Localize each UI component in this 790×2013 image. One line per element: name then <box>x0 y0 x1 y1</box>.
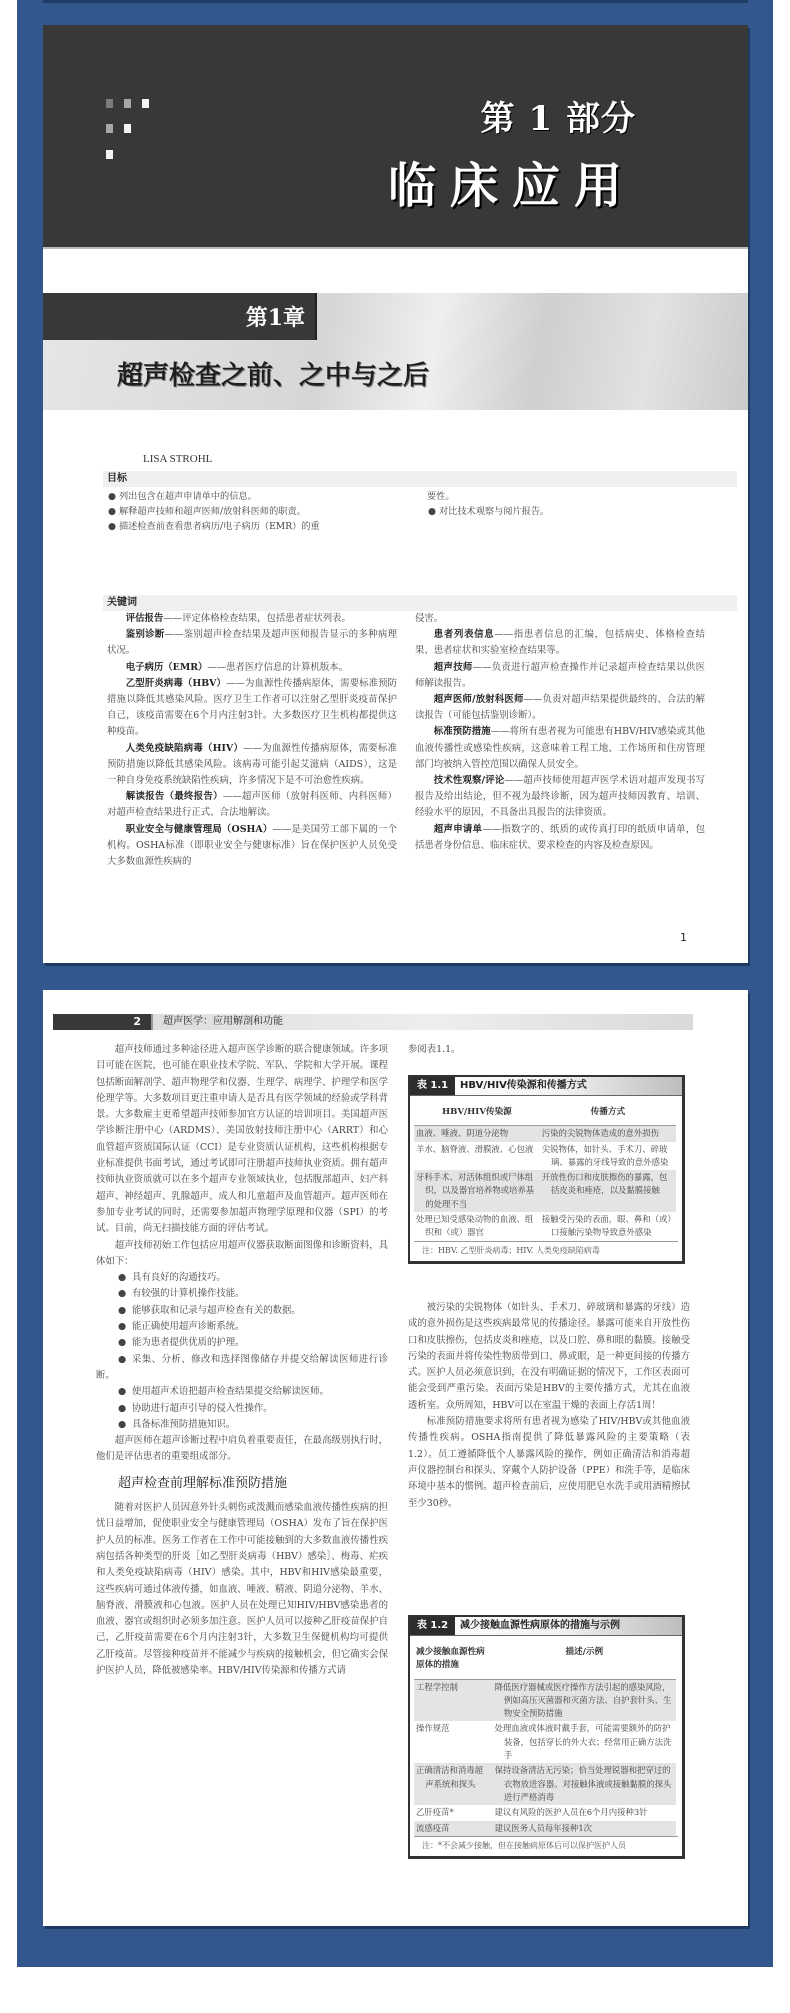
bullet-icon: ● <box>118 1386 127 1398</box>
list-item: ● 能够获取和记录与超声检查有关的数据。 <box>96 1303 388 1319</box>
part-title: 临床应用 <box>387 158 636 214</box>
bullet-icon: ● <box>428 506 437 517</box>
list-item: ● 协助进行超声引导的侵入性操作。 <box>96 1401 388 1417</box>
duties-list <box>96 1270 388 1433</box>
list-item: ● 具有良好的沟通技巧。 <box>96 1270 388 1286</box>
chapter-title: 超声检查之前、之中与之后 <box>117 361 430 391</box>
part-number: 第 1 部分 <box>480 99 636 139</box>
list-item: ● 有较强的计算机操作技能。 <box>96 1286 388 1302</box>
left-column <box>96 1042 388 1679</box>
table-row: 流感疫苗 建议医务人员每年接种1次 <box>414 1821 676 1836</box>
bullet-icon: ● <box>108 506 117 517</box>
table-caption <box>410 1077 682 1096</box>
keywords-heading: 关键词 <box>103 595 737 611</box>
keyword-entry: 电子病历（EMR）——患者医疗信息的计算机版本。 <box>125 661 349 673</box>
bullet-icon: ● <box>118 1353 127 1365</box>
column-header: 传播方式 <box>540 1104 676 1126</box>
column-header: HBV/HIV传染源 <box>414 1104 540 1126</box>
list-item: ● 采集、分析、修改和选择图像储存并提交给解读医师进行诊断。 <box>96 1353 388 1381</box>
decor-square-icon <box>106 150 113 159</box>
objective-item: ● 对比技术观察与阅片报告。 <box>428 506 550 517</box>
keyword-entry: 标准预防措施——将所有患者视为可能患有HBV/HIV感染或其他血液传播性或感染性疾病，这意味着工程工地、工作场所和住房管理部门均被纳入管控范围以确保人员安全。 <box>415 726 705 770</box>
keyword-entry: 人类免疫缺陷病毒（HIV）——为血源性传播病原体，需要标准预防措施以降低其感染风险。该病毒可能引起艾滋病（AIDS），这是一种自身免疫系统缺陷性疾病，许多情况下是不可治愈性疾病。 <box>107 742 397 787</box>
objective-item: ● 解释超声技师和超声医师/放射科医师的职责。 <box>108 506 306 517</box>
objectives-list-left <box>107 489 407 534</box>
keywords-left-column <box>107 611 397 870</box>
author: LISA STROHL <box>143 453 213 465</box>
paragraph: 标准预防措施要求将所有患者视为感染了HIV/HBV或其他血液传播性疾病。OSHA指南提供了降低暴露风险的主要策略（表1.2）。员工遵循降低个人暴露风险的操作，例如正确清洁和消毒超声仪器控制台和探头、穿戴个人防护设备（PPE）和洗手等，是临床环境中基本的惯例。超声检查前后，应使用肥皂水洗手或用酒精擦拭至少30秒。 <box>408 1416 690 1509</box>
keyword-entry: 超声技师——负责进行超声检查操作并记录超声检查结果以供医师解读报告。 <box>415 661 705 689</box>
table-note: 注：*不会减少接触，但在接触病原体后可以保护医护人员 <box>414 1836 678 1856</box>
list-item: ● 能为患者提供优质的护理。 <box>96 1335 388 1351</box>
table-header-row <box>414 1104 676 1126</box>
table-1-1 <box>408 1075 685 1264</box>
paragraph: 随着对医护人员因意外针头刺伤或泼溅而感染血液传播性疾病的担忧日益增加，促使职业安全与健康管理局（OSHA）发布了旨在保护医护人员的标准。医务工作者在工作中可能接触到的大多数血液传播性疾病包括各种类型的肝炎［如乙型肝炎病毒（HBV）感染］、梅毒、疟疾和人类免疫缺陷病毒（HIV）感染。其中，HBV和HIV感染最重要，这些疾病可通过体液传播，如血液、唾液、精液、阴道分泌物、羊水、脑脊液、滑膜液和心包液。医护人员在处理已知HIV/HBV感染患者的血液、器官或组织时必须多加注意。医护人员可以接种乙肝疫苗保护自己，乙肝疫苗需要在6个月内注射3针，大多数卫生保健机构均可提供乙肝疫苗。尽管接种疫苗并不能减少与疾病的接触机会，但它确实会保护医护人员，降低被感染率。HBV/HIV传染源和传播方式请 <box>96 1502 388 1676</box>
table-body <box>414 1104 676 1241</box>
table-row: 乙肝疫苗* 建议有风险的医护人员在6个月内接种3针 <box>416 1807 648 1818</box>
page-1 <box>43 25 748 963</box>
part-header-band <box>43 25 748 249</box>
table-row: 正确清洁和消毒超声系统和探头 保持设备清洁无污染；恰当处理锐器和把穿过的衣物放进容器。对接触体液或接触黏膜的探头进行严格消毒 <box>414 1763 676 1805</box>
decor-square-icon <box>124 124 131 133</box>
paragraph: 超声技师初始工作包括应用超声仪器获取断面图像和诊断资料，具体如下： <box>96 1239 388 1267</box>
table-row: 处理已知受感染动物的血液、组织和（或）器官 接触受污染的表面，眼、鼻和（或）口接触污染物导致意外感染 <box>416 1214 672 1238</box>
table-row: 操作规范 处理血液或体液时戴手套，可能需要额外的防护装备，包括穿长的外大衣；经常用正确方法洗手 <box>416 1723 672 1761</box>
decor-square-icon <box>106 124 113 133</box>
bullet-icon: ● <box>118 1337 127 1349</box>
column-header: 减少接触血源性病原体的措施 <box>414 1644 493 1679</box>
table-caption <box>410 1617 682 1636</box>
objectives-list-right <box>427 489 727 519</box>
paragraph-continuation: 参阅表1.1。 <box>408 1044 461 1055</box>
column-header: 描述/示例 <box>493 1644 676 1679</box>
paragraph: 被污染的尖锐物体（如针头、手术刀、碎玻璃和暴露的牙线）造成的意外损伤是这些疾病最常见的传播途径。暴露可能来自开放性伤口和皮肤擦伤，包括皮炎和痤疮，以及口腔、鼻和眼的黏膜。接触受污染的表面并将传染性物质带到口、鼻或眼，是一种更间接的传播方式。医护人员必须意识到，在没有明确证据的情况下，工作区表面可能会受到严重污染。表面污染是HBV的主要传播方式，尤其在血液透析室。众所周知，HBV可以在室温干燥的表面上存活1周！ <box>408 1302 690 1411</box>
bullet-icon: ● <box>118 1288 127 1300</box>
keyword-entry: 技术性观察/评论——超声技师使用超声医学术语对超声发现书写报告及给出结论，但不视为最终诊断，因为超声技师因教育、培训、经验水平的原因，不具备出具报告的法律资质。 <box>415 775 705 819</box>
table-note: 注：HBV. 乙型肝炎病毒；HIV. 人类免疫缺陷病毒 <box>414 1241 678 1261</box>
keyword-entry: 解读报告（最终报告）——超声医师（放射科医师、内科医师）对超声检查结果进行正式、合法地解读。 <box>107 791 397 819</box>
table-body <box>414 1644 676 1836</box>
right-column-top <box>408 1042 690 1058</box>
keyword-entry: 超声医师/放射科医师——负责对超声结果提供最终的、合法的解读报告（可能包括鉴别诊断）。 <box>415 694 705 722</box>
paragraph: 超声技师通过多种途径进入超声医学诊断的联合健康领域。许多项目可能在医院，也可能在职业技术学院、军队、学院和大学开展。课程包括断面解剖学、超声物理学和仪器、生理学、病理学、护理学和医学伦理学等。大多数项目更注重申请人是否具有医学领域的经验或学科背景。大多数雇主更希望超声技师参加官方认证的培训项目。美国超声医学诊断注册中心（ARDMS）、美国放射技师注册中心（ARRT）和心血管超声资质国际认证（CCI）是专业资质认证机构，这些机构根据专业标准提供书面考试，通过考试即可注册超声技师执业资质。拥有超声技师执业资质就可以在多个超声专业领域执业，包括腹部超声、妇产科超声、神经超声、乳腺超声、成人和儿童超声及血管超声。超声医师在参加专业考试的同时，还需要参加超声物理学原理和仪器（SPI）的考试。目前，尚无扫描技能方面的评估考试。 <box>96 1044 388 1235</box>
running-title: 超声医学：应用解剖和功能 <box>163 1016 283 1027</box>
keyword-entry: 评估报告——评定体格检查结果，包括患者症状列表。 <box>125 613 351 624</box>
bullet-icon: ● <box>118 1402 127 1414</box>
chapter-number-box <box>43 293 317 340</box>
table-1-2 <box>408 1615 685 1859</box>
bullet-icon: ● <box>108 491 117 502</box>
chapter-number: 第1章 <box>245 305 305 331</box>
list-item: ● 能正确使用超声诊断系统。 <box>96 1319 388 1335</box>
previous-page-edge <box>43 0 748 3</box>
page-number: 1 <box>680 931 687 944</box>
table-label: 表 1.1 <box>410 1077 455 1095</box>
objective-continuation: 要性。 <box>427 491 455 502</box>
objectives-heading: 目标 <box>103 471 737 487</box>
objective-item: ● 描述检查前查看患者病历/电子病历（EMR）的重 <box>108 521 320 532</box>
decor-square-icon <box>124 99 131 108</box>
table-row: 羊水、脑脊液、滑膜液、心包液 尖锐物体，如针头、手术刀、碎玻璃、暴露的牙线导致的意外感染 <box>416 1143 669 1167</box>
paragraph: 超声医师在超声诊断过程中肩负着重要责任，在最高级别执行时，他们是评估患者的重要组成部分。 <box>96 1435 388 1463</box>
keywords-right-column <box>415 611 705 854</box>
keyword-entry: 鉴别诊断——鉴别超声检查结果及超声医师报告显示的多种病理状况。 <box>107 629 397 657</box>
decor-square-icon <box>142 99 149 108</box>
keyword-entry: 患者列表信息——指患者信息的汇编，包括病史、体格检查结果、患者症状和实验室检查结果等。 <box>415 629 705 657</box>
keyword-entry: 超声申请单——指数字的、纸质的或传真打印的纸质申请单，包括患者身份信息、临床症状、要求检查的内容及检查原因。 <box>415 823 705 851</box>
bullet-icon: ● <box>108 521 117 532</box>
section-heading: 超声检查前理解标准预防措施 <box>118 1475 288 1491</box>
table-row: 牙科手术、对活体组织或尸体组织，以及器官培养物或培养基的处理不当 开放性伤口和皮肤擦伤的暴露，包括皮炎和痤疮，以及黏膜接触 <box>414 1170 676 1212</box>
right-column-middle <box>408 1300 690 1512</box>
decor-square-icon <box>106 99 113 108</box>
list-item: ● 具备标准预防措施知识。 <box>96 1417 388 1433</box>
keyword-continuation: 侵害。 <box>415 613 444 624</box>
page-2 <box>43 990 748 1926</box>
list-item: ● 使用超声术语把超声检查结果提交给解读医师。 <box>96 1384 388 1400</box>
bullet-icon: ● <box>118 1321 127 1333</box>
table-row: 工程学控制 降低医疗器械或医疗操作方法引起的感染风险，例如高压灭菌器和灭菌方法、自护套针头、生物安全预防措施 <box>414 1679 676 1721</box>
keyword-entry: 乙型肝炎病毒（HBV）——为血源性传播病原体，需要标准预防措施以降低其感染风险。医疗卫生工作者可以注射乙型肝炎疫苗保护自己，该疫苗需要在6个月内注射3针。大多数医疗卫生机构都提供这种疫苗。 <box>107 677 397 738</box>
bullet-icon: ● <box>118 1272 127 1284</box>
chapter-header-band <box>43 293 748 410</box>
bullet-icon: ● <box>118 1418 127 1430</box>
table-label: 表 1.2 <box>410 1617 455 1635</box>
bullet-icon: ● <box>118 1304 127 1316</box>
objective-item: ● 列出包含在超声申请单中的信息。 <box>108 491 257 502</box>
table-row: 血液、唾液、阴道分泌物 污染的尖锐物体造成的意外损伤 <box>414 1126 676 1142</box>
table-header-row <box>414 1644 676 1679</box>
page-number: 2 <box>53 1014 153 1030</box>
table-title: 减少接触血源性病原体的措施与示例 <box>460 1620 620 1631</box>
table-title: HBV/HIV传染源和传播方式 <box>460 1080 587 1091</box>
running-header <box>53 1014 693 1030</box>
keyword-entry: 职业安全与健康管理局（OSHA）——是美国劳工部下属的一个机构。OSHA标准（即职业安全与健康标准）旨在保护医护人员免受大多数血源性疾病的 <box>107 823 397 868</box>
